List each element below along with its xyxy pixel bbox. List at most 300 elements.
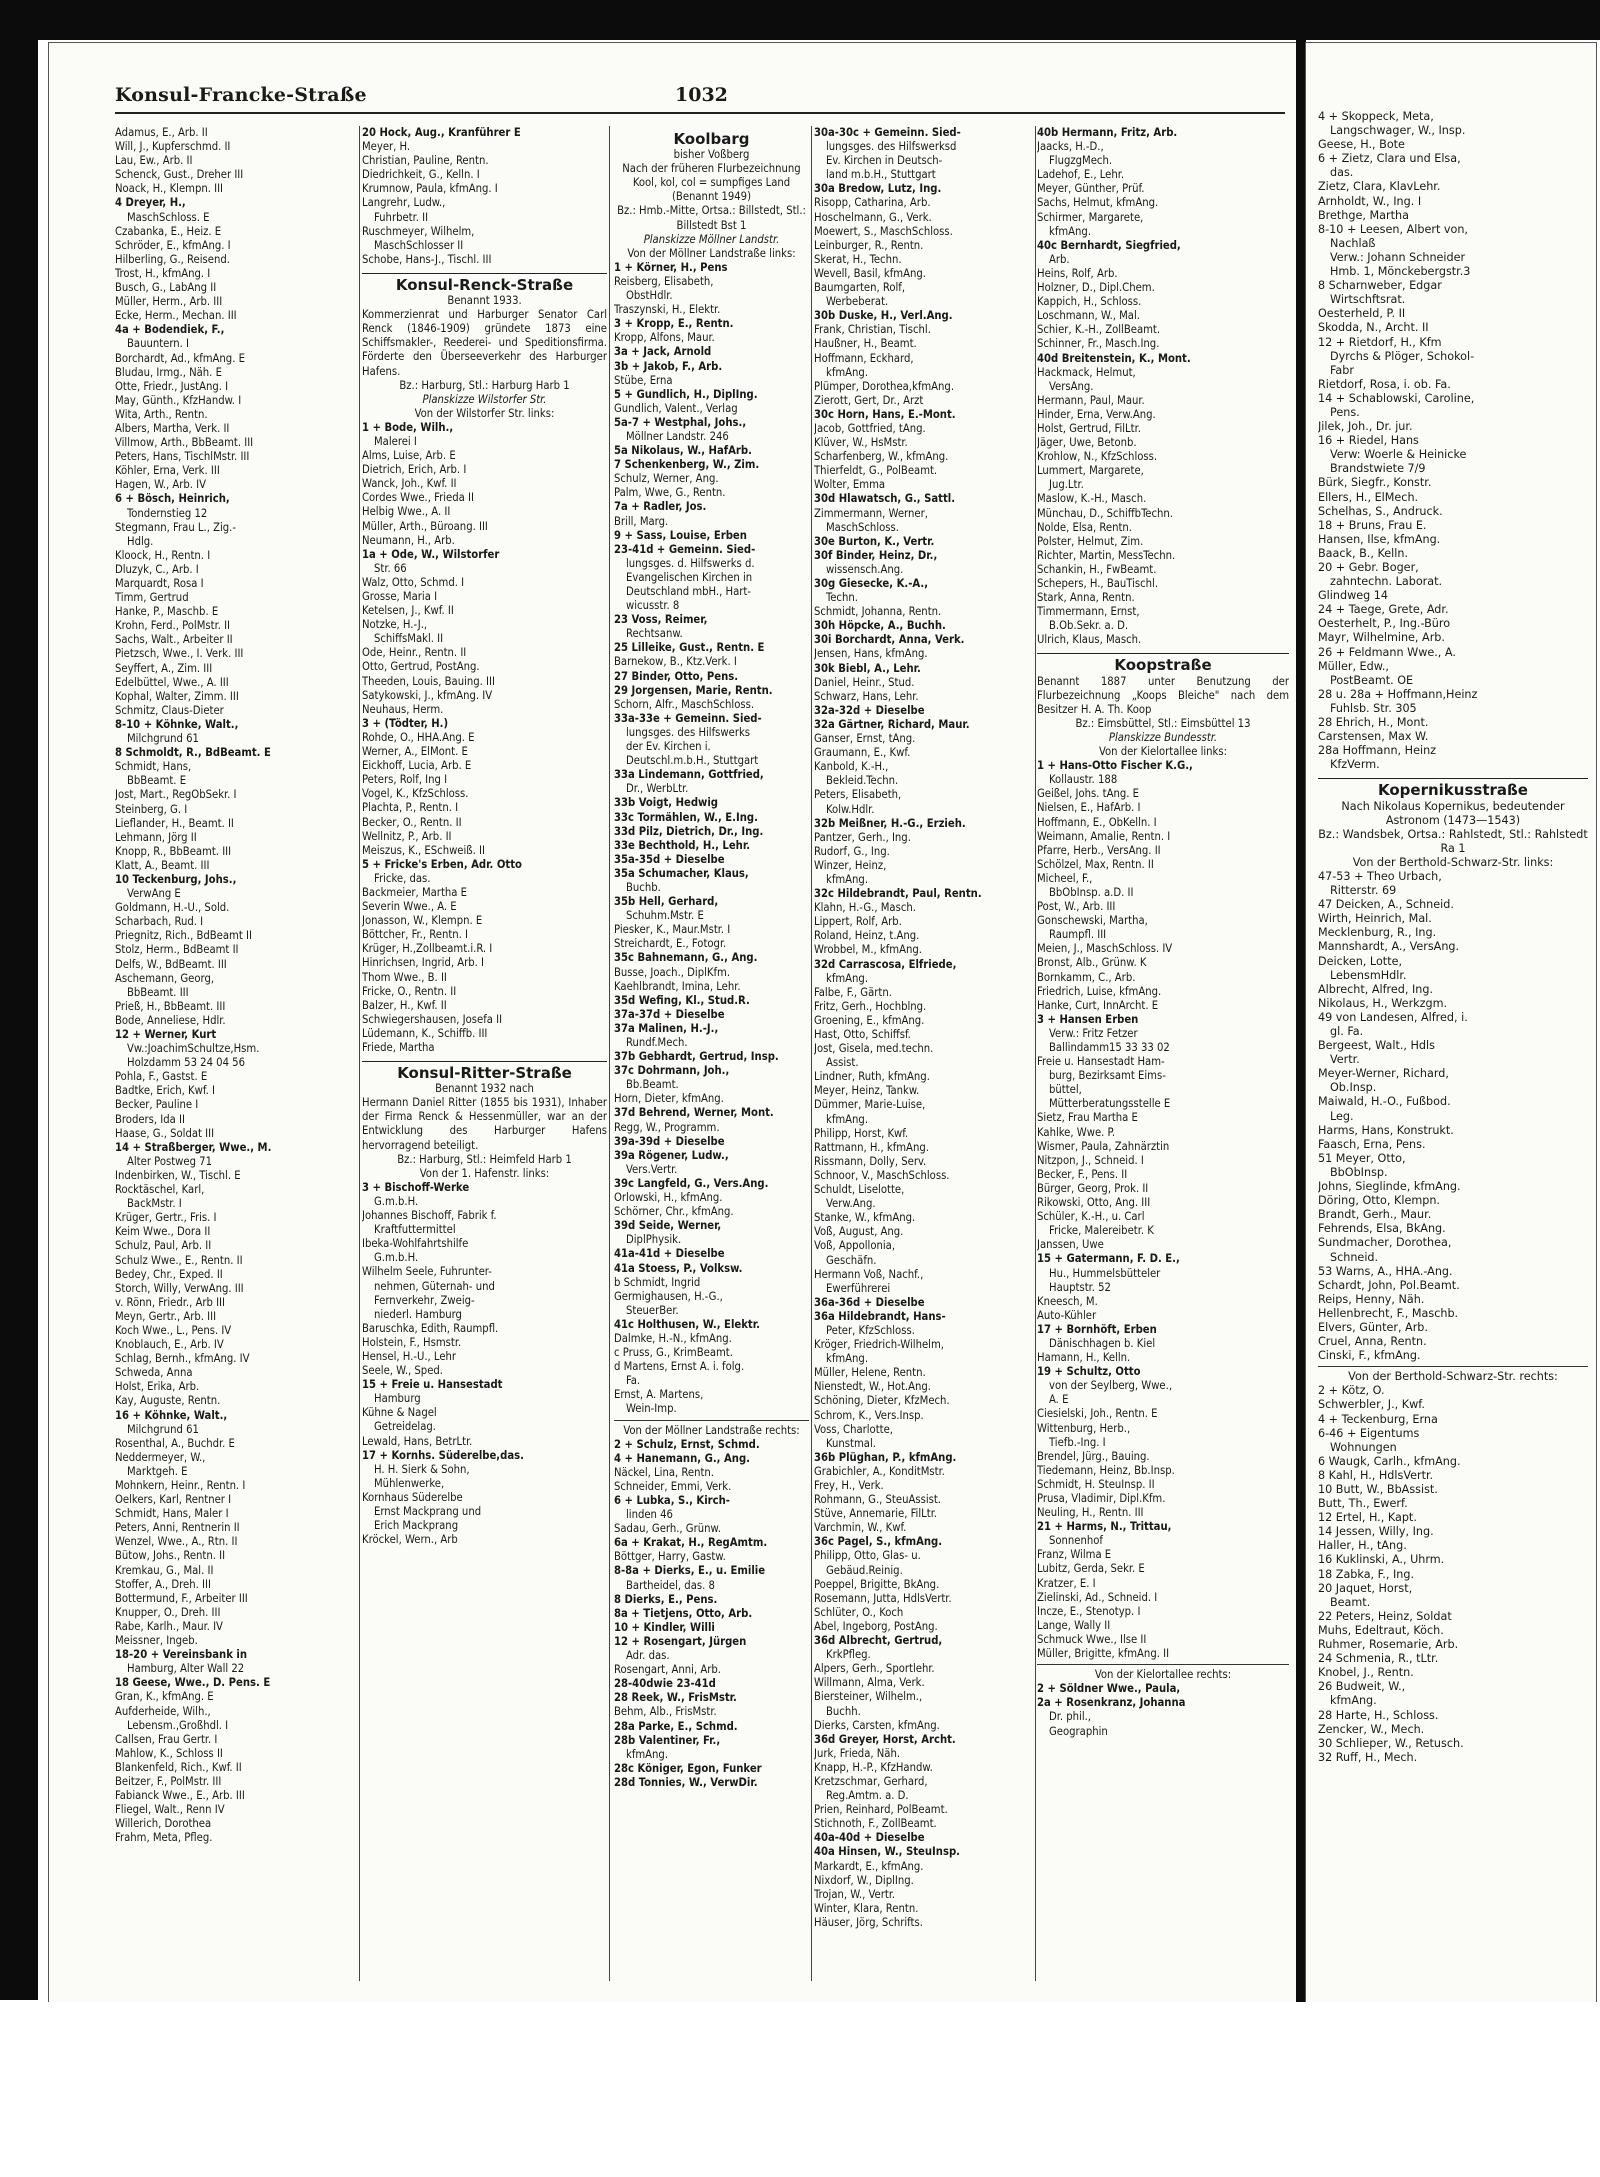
directory-entry: Müller, Herm., Arb. III	[115, 295, 223, 309]
directory-entry: Lau, Ew., Arb. II	[115, 154, 193, 168]
directory-entry: Mecklenburg, R., Ing.	[1318, 926, 1437, 940]
directory-entry: Ewerführerei	[826, 1281, 891, 1295]
directory-entry: Grosse, Maria I	[362, 590, 438, 603]
directory-entry: Ev. Kirchen in Deutsch-	[826, 154, 943, 168]
directory-entry: 12 + Rietdorf, H., Kfm	[1318, 335, 1442, 349]
directory-entry: Peters, Hans, TischlMstr. III	[115, 450, 250, 464]
directory-entry: Bütow, Johs., Rentn. II	[115, 1549, 226, 1563]
directory-entry: 30g Giesecke, K.-A.,	[814, 577, 929, 590]
directory-entry: Knobel, J., Rentn.	[1318, 1666, 1414, 1680]
directory-entry: Indenbirken, W., Tischl. E	[115, 1168, 241, 1182]
directory-entry: Leg.	[1330, 1109, 1354, 1123]
directory-entry: Kaehlbrandt, Imina, Lehr.	[614, 979, 741, 993]
directory-entry: 40d Breitenstein, K., Mont.	[1037, 351, 1191, 365]
directory-entry: Meyer, Günther, Prüf.	[1037, 182, 1145, 196]
directory-entry: Kolw.Hdlr.	[826, 802, 875, 816]
directory-entry: Kloock, H., Rentn. I	[115, 548, 211, 562]
directory-entry: Hanke, P., Maschb. E	[115, 605, 219, 619]
directory-entry: Neumann, H., Arb.	[362, 533, 455, 547]
directory-entry: Oesterheld, P. II	[1318, 307, 1406, 321]
directory-entry: Evangelischen Kirchen in	[626, 570, 753, 584]
directory-entry: 2 + Söldner Wwe., Paula,	[1037, 1682, 1181, 1696]
directory-entry: 28 Reek, W., FrisMstr.	[614, 1691, 737, 1705]
directory-entry: Langrehr, Ludw.,	[362, 196, 446, 210]
street-heading: Konsul-Ritter-Straße	[362, 1061, 607, 1080]
directory-entry: Mannshardt, A., VersAng.	[1318, 940, 1460, 954]
column-4	[814, 126, 1034, 1930]
directory-entry: Kophal, Walter, Zimm. III	[115, 689, 239, 703]
directory-entry: Holzner, D., Dipl.Chem.	[1037, 281, 1155, 295]
directory-entry: Lebensm.,Großhdl. I	[127, 1718, 229, 1732]
directory-entry: Deicken, Lotte,	[1318, 954, 1403, 968]
directory-entry: 14 + Schablowski, Caroline,	[1318, 391, 1475, 405]
directory-entry: Schirmer, Margarete,	[1037, 210, 1144, 224]
directory-entry: Voss, Charlotte,	[814, 1422, 893, 1436]
directory-entry: Schepers, H., BauTischl.	[1037, 577, 1159, 590]
directory-entry: Groening, E., kfmAng.	[814, 1013, 925, 1027]
directory-entry: 36a Hildebrandt, Hans-	[814, 1309, 946, 1323]
directory-entry: Schmidt, H. SteuInsp. II	[1037, 1477, 1155, 1491]
directory-entry: kfmAng.	[826, 872, 869, 886]
directory-entry: 32a Gärtner, Richard, Maur.	[814, 717, 970, 731]
directory-entry: 4 + Teckenburg, Erna	[1318, 1412, 1438, 1426]
directory-entry: Harms, Hans, Konstrukt.	[1318, 1123, 1454, 1137]
directory-entry: Timmermann, Ernst,	[1037, 605, 1140, 619]
directory-entry: Zietz, Clara, KlavLehr.	[1318, 180, 1441, 194]
directory-entry: Krüger, Gertr., Fris. I	[115, 1211, 217, 1225]
directory-entry: 35d Wefing, Kl., Stud.R.	[614, 993, 750, 1007]
directory-entry: Haller, H., tAng.	[1318, 1539, 1407, 1553]
directory-entry: land m.b.H., Stuttgart	[826, 168, 936, 182]
directory-entry: Bludau, Irmg., Näh. E	[115, 365, 222, 379]
directory-entry: Hamburg	[374, 1392, 421, 1406]
directory-entry: Wilhelm Seele, Fuhrunter-	[362, 1265, 492, 1279]
directory-entry: Otto, Gertrud, PostAng.	[362, 660, 480, 674]
street-history: Hermann Daniel Ritter (1855 bis 1931), Inhaber der Firma Renck & Hessenmüller, war an der Entwicklung des Harburger Hafens hervorragend beteiligt.	[362, 1096, 607, 1152]
directory-entry: KfzVerm.	[1330, 758, 1380, 772]
directory-entry: 33b Voigt, Hedwig	[614, 796, 719, 810]
directory-entry: Hmb. 1, Mönckebergstr.3	[1330, 265, 1471, 279]
directory-entry: Schenck, Gust., Dreher III	[115, 168, 244, 182]
directory-entry: 23 Voss, Reimer,	[614, 613, 708, 627]
directory-entry: 6 + Lubka, S., Kirch-	[614, 1494, 730, 1507]
directory-entry: Will, J., Kupferschmd. II	[115, 140, 231, 154]
page-header	[115, 84, 1285, 114]
directory-entry: Schwerbler, J., Kwf.	[1318, 1398, 1425, 1412]
directory-entry: Schobe, Hans-J., Tischl. III	[362, 252, 492, 266]
directory-entry: b Schmidt, Ingrid	[614, 1275, 701, 1289]
directory-entry: Häuser, Jörg, Schrifts.	[814, 1915, 923, 1929]
directory-entry: das.	[1330, 166, 1354, 180]
directory-entry: Rohmann, G., SteuAssist.	[814, 1493, 942, 1507]
directory-entry: Schulz Wwe., E., Rentn. II	[115, 1253, 243, 1267]
directory-entry: Hoffmann, E., ObKelln. I	[1037, 815, 1157, 829]
directory-entry: 30a-30c + Gemeinn. Sied-	[814, 126, 961, 139]
directory-entry: Ob.Insp.	[1330, 1081, 1377, 1095]
directory-entry: Schuldt, Liselotte,	[814, 1183, 905, 1197]
directory-entry: BbObInsp.	[1330, 1165, 1388, 1179]
directory-entry: Rikowski, Otto, Ang. III	[1037, 1196, 1151, 1210]
column-rule	[359, 126, 360, 1981]
directory-entry: Alter Postweg 71	[127, 1154, 212, 1168]
directory-entry: Haußner, H., Beamt.	[814, 337, 917, 351]
directory-entry: Thierfeldt, G., PolBeamt.	[814, 464, 938, 478]
directory-entry: Malerei I	[374, 434, 417, 448]
column-5	[1037, 126, 1289, 1739]
directory-entry: Geese, H., Bote	[1318, 138, 1405, 152]
directory-entry: Kanbold, K.-H.,	[814, 760, 889, 774]
map-reference: Planskizze Wilstorfer Str.	[422, 392, 547, 406]
directory-entry: Ellers, H., ElMech.	[1318, 490, 1419, 504]
directory-entry: 5 + Fricke's Erben, Adr. Otto	[362, 857, 522, 871]
directory-entry: Alms, Luise, Arb. E	[362, 449, 456, 463]
direction-label: Von der Möllner Landstraße links:	[627, 246, 796, 260]
street-heading: Koopstraße	[1037, 653, 1289, 672]
directory-entry: Beamt.	[1330, 1595, 1371, 1609]
directory-entry: Varchmin, W., Kwf.	[814, 1521, 907, 1535]
directory-entry: Peters, Anni, Rentnerin II	[115, 1521, 240, 1535]
directory-entry: MaschSchloss.	[826, 520, 899, 534]
directory-entry: Kornhaus Süderelbe	[362, 1490, 463, 1504]
directory-entry: 12 Ertel, H., Kapt.	[1318, 1511, 1417, 1525]
directory-entry: Schmidt, Hans, Maler I	[115, 1507, 229, 1521]
directory-entry: Holst, Gertrud, FilLtr.	[1037, 421, 1141, 435]
directory-entry: Gran, K., kfmAng. E	[115, 1690, 214, 1704]
entry-list	[115, 126, 358, 1845]
directory-entry: Butt, Th., Ewerf.	[1318, 1497, 1408, 1511]
directory-entry: Theeden, Louis, Bauing. III	[362, 674, 495, 688]
directory-entry: Kappich, H., Schloss.	[1037, 295, 1142, 309]
directory-entry: Hilberling, G., Reisend.	[115, 252, 230, 266]
directory-entry: 16 + Köhnke, Walt.,	[115, 1408, 228, 1422]
directory-entry: Bauuntern. I	[127, 337, 190, 351]
directory-entry: Verw.: Fritz Fetzer	[1049, 1026, 1138, 1040]
directory-entry: 22 Peters, Heinz, Soldat	[1318, 1609, 1452, 1623]
directory-entry: Weimann, Amalie, Rentn. I	[1037, 829, 1171, 843]
directory-entry: 20 + Gebr. Boger,	[1318, 561, 1419, 574]
directory-entry: Schlag, Bernh., kfmAng. IV	[115, 1352, 250, 1366]
directory-entry: linden 46	[626, 1508, 673, 1522]
district-info: Bz.: Harburg, Stl.: Harburg Harb 1	[399, 378, 570, 392]
directory-entry: Jurk, Frieda, Näh.	[814, 1746, 901, 1760]
street-history: Nach der früheren Flurbezeichnung Kool, kol, col = sumpfiges Land	[622, 162, 801, 190]
directory-entry: Jost, Gisela, med.techn.	[814, 1042, 934, 1056]
directory-entry: 35a Schumacher, Klaus,	[614, 866, 749, 880]
directory-entry: 18-20 + Vereinsbank in	[115, 1648, 248, 1662]
directory-entry: Bürk, Siegfr., Konstr.	[1318, 476, 1432, 490]
directory-entry: Arb.	[1049, 252, 1070, 266]
directory-entry: Geographin	[1049, 1724, 1108, 1738]
directory-entry: 39c Langfeld, G., Vers.Ang.	[614, 1176, 769, 1190]
directory-entry: Jost, Mart., RegObSekr. I	[115, 788, 237, 802]
directory-entry: 23-41d + Gemeinn. Sied-	[614, 542, 756, 556]
facing-page-column	[1318, 110, 1588, 1765]
directory-entry: 8 Schmoldt, R., BdBeamt. E	[115, 746, 271, 760]
directory-entry: Rabe, Karlh., Maur. IV	[115, 1619, 223, 1633]
directory-entry: Holzdamm 53 24 04 56	[127, 1056, 245, 1070]
directory-entry: Traszynski, H., Elektr.	[614, 303, 721, 317]
directory-entry: SchiffsMakl. II	[374, 632, 444, 646]
directory-entry: Bb.Beamt.	[626, 1078, 679, 1092]
directory-entry: 14 + Straßberger, Wwe., M.	[115, 1140, 272, 1154]
directory-entry: 26 Budweit, W.,	[1318, 1680, 1406, 1694]
directory-entry: 28a Hoffmann, Heinz	[1318, 744, 1437, 758]
directory-entry: 19 + Schultz, Otto	[1037, 1365, 1141, 1379]
directory-entry: Ritterstr. 69	[1330, 884, 1397, 898]
directory-entry: 37c Dohrmann, Joh.,	[614, 1064, 730, 1078]
directory-entry: Meyer, Heinz, Tankw.	[814, 1084, 920, 1098]
directory-entry: Krohlow, N., KfzSchloss.	[1037, 450, 1158, 464]
directory-entry: Walz, Otto, Schmd. I	[362, 575, 465, 589]
directory-entry: Hamburg, Alter Wall 22	[127, 1662, 245, 1676]
directory-entry: 36a-36d + Dieselbe	[814, 1295, 925, 1309]
directory-entry: Steinberg, G. I	[115, 802, 188, 816]
directory-entry: Badtke, Erich, Kwf. I	[115, 1084, 215, 1098]
directory-entry: 1a + Ode, W., Wilstorfer	[362, 547, 500, 561]
directory-entry: Bergeest, Walt., Hdls	[1318, 1039, 1435, 1053]
district-info: Bz.: Harburg, Stl.: Heimfeld Harb 1	[397, 1152, 572, 1166]
directory-entry: Kühne & Nagel	[362, 1406, 437, 1420]
directory-entry: Kropp, Alfons, Maur.	[614, 331, 715, 345]
directory-entry: 2 + Schulz, Ernst, Schmd.	[614, 1437, 760, 1451]
directory-entry: Sadau, Gerh., Grünw.	[614, 1522, 721, 1536]
directory-entry: Blankenfeld, Rich., Kwf. II	[115, 1760, 242, 1774]
directory-entry: 4 Dreyer, H.,	[115, 196, 186, 210]
street-history: Nach Nikolaus Kopernikus, bedeutender Astronom (1473—1543)	[1341, 799, 1565, 827]
entry-list	[614, 1438, 809, 1790]
directory-entry: Werner, A., ElMont. E	[362, 745, 468, 759]
directory-entry: Reisberg, Elisabeth,	[614, 274, 714, 288]
directory-entry: Seele, W., Sped.	[362, 1364, 443, 1378]
directory-entry: Jilek, Joh., Dr. jur.	[1318, 420, 1413, 434]
directory-entry: Ibeka-Wohlfahrtshilfe	[362, 1237, 469, 1251]
directory-entry: Graumann, E., Kwf.	[814, 746, 911, 760]
directory-entry: Knopp, R., BbBeamt. III	[115, 844, 232, 858]
directory-entry: 4 + Skoppeck, Meta,	[1318, 110, 1434, 123]
directory-entry: Albers, Martha, Verk. II	[115, 421, 230, 435]
directory-entry: kfmAng.	[826, 1112, 869, 1126]
directory-entry: Döring, Otto, Klempn.	[1318, 1194, 1440, 1208]
directory-entry: Noack, H., Klempn. III	[115, 182, 224, 196]
directory-entry: 7a + Radler, Jos.	[614, 500, 707, 514]
directory-entry: PostBeamt. OE	[1330, 673, 1414, 687]
directory-entry: Fritz, Gerh., Hochblng.	[814, 999, 927, 1013]
directory-entry: Fuhrbetr. II	[374, 210, 429, 224]
directory-entry: Loschmann, W., Mal.	[1037, 309, 1140, 323]
directory-entry: Kröckel, Wern., Arb	[362, 1533, 458, 1547]
directory-entry: Cordes Wwe., Frieda II	[362, 491, 474, 505]
directory-entry: 10 + Kindler, Willi	[614, 1620, 715, 1634]
directory-entry: Backmeier, Martha E	[362, 885, 467, 899]
directory-entry: Bedey, Chr., Exped. II	[115, 1267, 223, 1281]
directory-entry: 7 Schenkenberg, W., Zim.	[614, 458, 760, 472]
directory-entry: Alpers, Gerh., Sportlehr.	[814, 1662, 935, 1676]
directory-entry: 29 Jorgensen, Marie, Rentn.	[614, 683, 773, 697]
directory-entry: Fuhlsb. Str. 305	[1330, 701, 1417, 715]
directory-entry: von der Seylberg, Wwe.,	[1049, 1379, 1173, 1393]
directory-entry: Vers.Vertr.	[626, 1162, 678, 1176]
directory-entry: Streichardt, E., Fotogr.	[614, 937, 727, 951]
column-rule	[811, 126, 812, 1981]
directory-entry: 5a-7 + Westphal, Johs.,	[614, 415, 747, 429]
directory-entry: Edelbüttel, Wwe., A. III	[115, 675, 229, 689]
directory-entry: 28c Königer, Egon, Funker	[614, 1761, 762, 1775]
directory-entry: 41c Holthusen, W., Elektr.	[614, 1317, 760, 1331]
directory-entry: Pantzer, Gerh., Ing.	[814, 830, 911, 844]
directory-entry: Storch, Willy, VerwAng. III	[115, 1281, 244, 1295]
directory-entry: 32a-32d + Dieselbe	[814, 703, 925, 717]
directory-entry: 28d Tonnies, W., VerwDir.	[614, 1775, 758, 1789]
entry-list	[1318, 870, 1588, 1363]
directory-entry: Schweda, Anna	[115, 1366, 193, 1380]
directory-entry: Prieß, H., BbBeamt. III	[115, 999, 226, 1013]
directory-entry: KrkPfleg.	[826, 1648, 871, 1662]
directory-entry: Klahn, H.-G., Masch.	[814, 901, 916, 915]
directory-entry: Risopp, Catharina, Arb.	[814, 196, 931, 210]
directory-entry: 30a Bredow, Lutz, Ing.	[814, 182, 942, 196]
directory-entry: Hermann Voß, Nachf.,	[814, 1267, 924, 1281]
directory-entry: H. H. Sierk & Sohn,	[374, 1462, 470, 1476]
column-2	[362, 126, 607, 1547]
directory-entry: Christian, Pauline, Rentn.	[362, 154, 489, 168]
directory-entry: Ruschmeyer, Wilhelm,	[362, 224, 475, 238]
directory-entry: Hensel, H.-U., Lehr	[362, 1349, 457, 1363]
directory-entry: Kahlke, Wwe. P.	[1037, 1125, 1116, 1139]
directory-entry: Pens.	[1330, 405, 1360, 419]
directory-entry: Franz, Wilma E	[1037, 1548, 1112, 1562]
directory-entry: 28 Harte, H., Schloss.	[1318, 1708, 1439, 1722]
directory-entry: burg, Bezirksamt Eims-	[1049, 1069, 1166, 1083]
directory-entry: Moewert, S., MaschSchloss.	[814, 224, 953, 238]
directory-entry: Orlowski, H., kfmAng.	[614, 1191, 723, 1205]
directory-entry: Mohnkern, Heinr., Rentn. I	[115, 1479, 246, 1492]
directory-entry: 20 Hock, Aug., Kranführer E	[362, 126, 521, 139]
directory-entry: Dalmke, H.-N., kfmAng.	[614, 1331, 732, 1345]
directory-entry: Ruhmer, Rosemarie, Arb.	[1318, 1638, 1459, 1652]
directory-entry: Polster, Helmut, Zim.	[1037, 534, 1144, 548]
directory-entry: Krohn, Ferd., PolMstr. II	[115, 619, 231, 633]
directory-entry: Diedrichkeit, G., Kelln. I	[362, 168, 480, 182]
directory-entry: 32 Ruff, H., Mech.	[1318, 1750, 1418, 1764]
directory-entry: Willmann, Alma, Verk.	[814, 1676, 925, 1690]
directory-entry: Schier, K.-H., ZollBeamt.	[1037, 323, 1161, 337]
directory-entry: Winter, Klara, Rentn.	[814, 1901, 919, 1915]
directory-entry: Raumpfl. III	[1049, 928, 1107, 942]
directory-entry: Nixdorf, W., DiplIng.	[814, 1873, 914, 1887]
directory-entry: 1 + Körner, H., Pens	[614, 260, 728, 274]
column-rule	[1035, 126, 1036, 1981]
directory-entry: 10 Teckenburg, Johs.,	[115, 872, 237, 886]
directory-entry: 36d Albrecht, Gertrud,	[814, 1634, 943, 1648]
directory-entry: 17 + Bornhöft, Erben	[1037, 1322, 1157, 1336]
directory-entry: Winzer, Heinz,	[814, 858, 887, 872]
directory-entry: Zierott, Gert, Dr., Arzt	[814, 393, 924, 407]
street-heading: Konsul-Renck-Straße	[362, 273, 607, 292]
directory-entry: G.m.b.H.	[374, 1251, 419, 1265]
directory-entry: 12 + Rosengart, Jürgen	[614, 1634, 747, 1648]
street-heading: Kopernikusstraße	[1318, 778, 1588, 797]
directory-entry: Münchau, D., SchiffbTechn.	[1037, 506, 1173, 520]
directory-entry: Falbe, F., Gärtn.	[814, 985, 892, 999]
directory-entry: Deutschland mbH., Hart-	[626, 585, 751, 598]
directory-entry: 8-8a + Dierks, E., u. Emilie	[614, 1564, 766, 1578]
directory-entry: Wirtschftsrat.	[1330, 293, 1406, 307]
directory-entry: Delfs, W., BdBeamt. III	[115, 957, 227, 971]
directory-entry: gl. Fa.	[1330, 1025, 1364, 1038]
directory-entry: Wittenburg, Herb.,	[1037, 1421, 1131, 1435]
directory-entry: Ernst, A. Martens,	[614, 1388, 704, 1402]
directory-entry: Mühlenwerke,	[374, 1476, 445, 1490]
directory-entry: Wrobbel, M., kfmAng.	[814, 943, 922, 957]
directory-entry: Marquardt, Rosa I	[115, 577, 204, 590]
directory-entry: Wenzel, Wwe., A., Rtn. II	[115, 1535, 238, 1549]
directory-entry: Abel, Ingeborg, PostAng.	[814, 1619, 938, 1633]
directory-entry: Fabr	[1330, 363, 1354, 377]
directory-entry: Micheel, F.,	[1037, 871, 1093, 885]
directory-entry: Wanck, Joh., Kwf. II	[362, 477, 457, 491]
directory-entry: Marktgeh. E	[127, 1464, 188, 1478]
directory-entry: Voß, August, Ang.	[814, 1225, 904, 1239]
directory-entry: DiplPhysik.	[626, 1233, 682, 1247]
directory-entry: Dietrich, Erich, Arb. I	[362, 463, 467, 477]
directory-entry: Kremkau, G., Mal. II	[115, 1563, 214, 1577]
directory-entry: 3 + Bischoff-Werke	[362, 1180, 470, 1194]
scan-margin-bottom	[0, 2002, 1600, 2177]
directory-entry: 16 Kuklinski, A., Uhrm.	[1318, 1553, 1445, 1567]
directory-entry: Hoschelmann, G., Verk.	[814, 210, 932, 224]
direction-label: Von der Wilstorfer Str. links:	[414, 406, 555, 420]
directory-entry: Fricke, das.	[374, 871, 431, 885]
directory-entry: Str. 66	[374, 561, 407, 575]
directory-entry: Lewald, Hans, BetrLtr.	[362, 1434, 473, 1448]
directory-entry: lungsges. des Hilfswerksd	[826, 140, 957, 154]
directory-entry: 1 + Bode, Wilh.,	[362, 420, 454, 434]
directory-entry: Müller, Helene, Rentn.	[814, 1366, 926, 1380]
directory-entry: 35c Bahnemann, G., Ang.	[614, 951, 758, 965]
directory-entry: Schuhm.Mstr. E	[626, 909, 704, 923]
directory-entry: Stoffer, A., Dreh. III	[115, 1577, 211, 1591]
directory-entry: Gebäud.Reinig.	[826, 1563, 903, 1577]
running-head: Konsul-Francke-Straße	[115, 84, 367, 106]
directory-entry: 30b Duske, H., Verl.Ang.	[814, 309, 953, 323]
directory-entry: 9 + Sass, Louise, Erben	[614, 528, 747, 542]
directory-entry: Vw.:JoachimSchultze,Hsm.	[127, 1042, 260, 1056]
directory-entry: d Martens, Ernst A. i. folg.	[614, 1360, 745, 1374]
directory-entry: Markardt, E., kfmAng.	[814, 1859, 924, 1873]
directory-entry: Wohnungen	[1330, 1440, 1397, 1454]
directory-entry: Schmidt, Johanna, Rentn.	[814, 605, 942, 619]
directory-entry: Müller, Edw.,	[1318, 659, 1389, 673]
directory-entry: Wolter, Emma	[814, 478, 886, 492]
directory-entry: Hagen, W., Arb. IV	[115, 478, 207, 492]
directory-entry: Knupper, O., Dreh. III	[115, 1605, 221, 1619]
entry-list	[362, 421, 607, 1055]
directory-entry: Balzer, H., Kwf. II	[362, 998, 447, 1012]
directory-entry: Dr., WerbLtr.	[626, 782, 689, 796]
directory-entry: Lubitz, Gerda, Sekr. E	[1037, 1562, 1145, 1576]
directory-entry: Schnoor, V., MaschSchloss.	[814, 1168, 950, 1182]
district-info: Bz.: Wandsbek, Ortsa.: Rahlstedt, Stl.: Rahlstedt Ra 1	[1318, 827, 1588, 855]
entry-list	[1037, 759, 1289, 1661]
directory-entry: Rohde, O., HHA.Ang. E	[362, 730, 475, 744]
directory-entry: Borchardt, Ad., kfmAng. E	[115, 351, 245, 365]
directory-entry: 47-53 + Theo Urbach,	[1318, 869, 1442, 883]
directory-entry: 40a-40d + Dieselbe	[814, 1831, 925, 1845]
directory-entry: Milchgrund 61	[127, 732, 199, 746]
directory-entry: 30e Burton, K., Vertr.	[814, 534, 935, 548]
directory-entry: Knapp, H.-P., KfzHandw.	[814, 1760, 933, 1774]
directory-entry: Schardt, John, Pol.Beamt.	[1318, 1278, 1460, 1292]
